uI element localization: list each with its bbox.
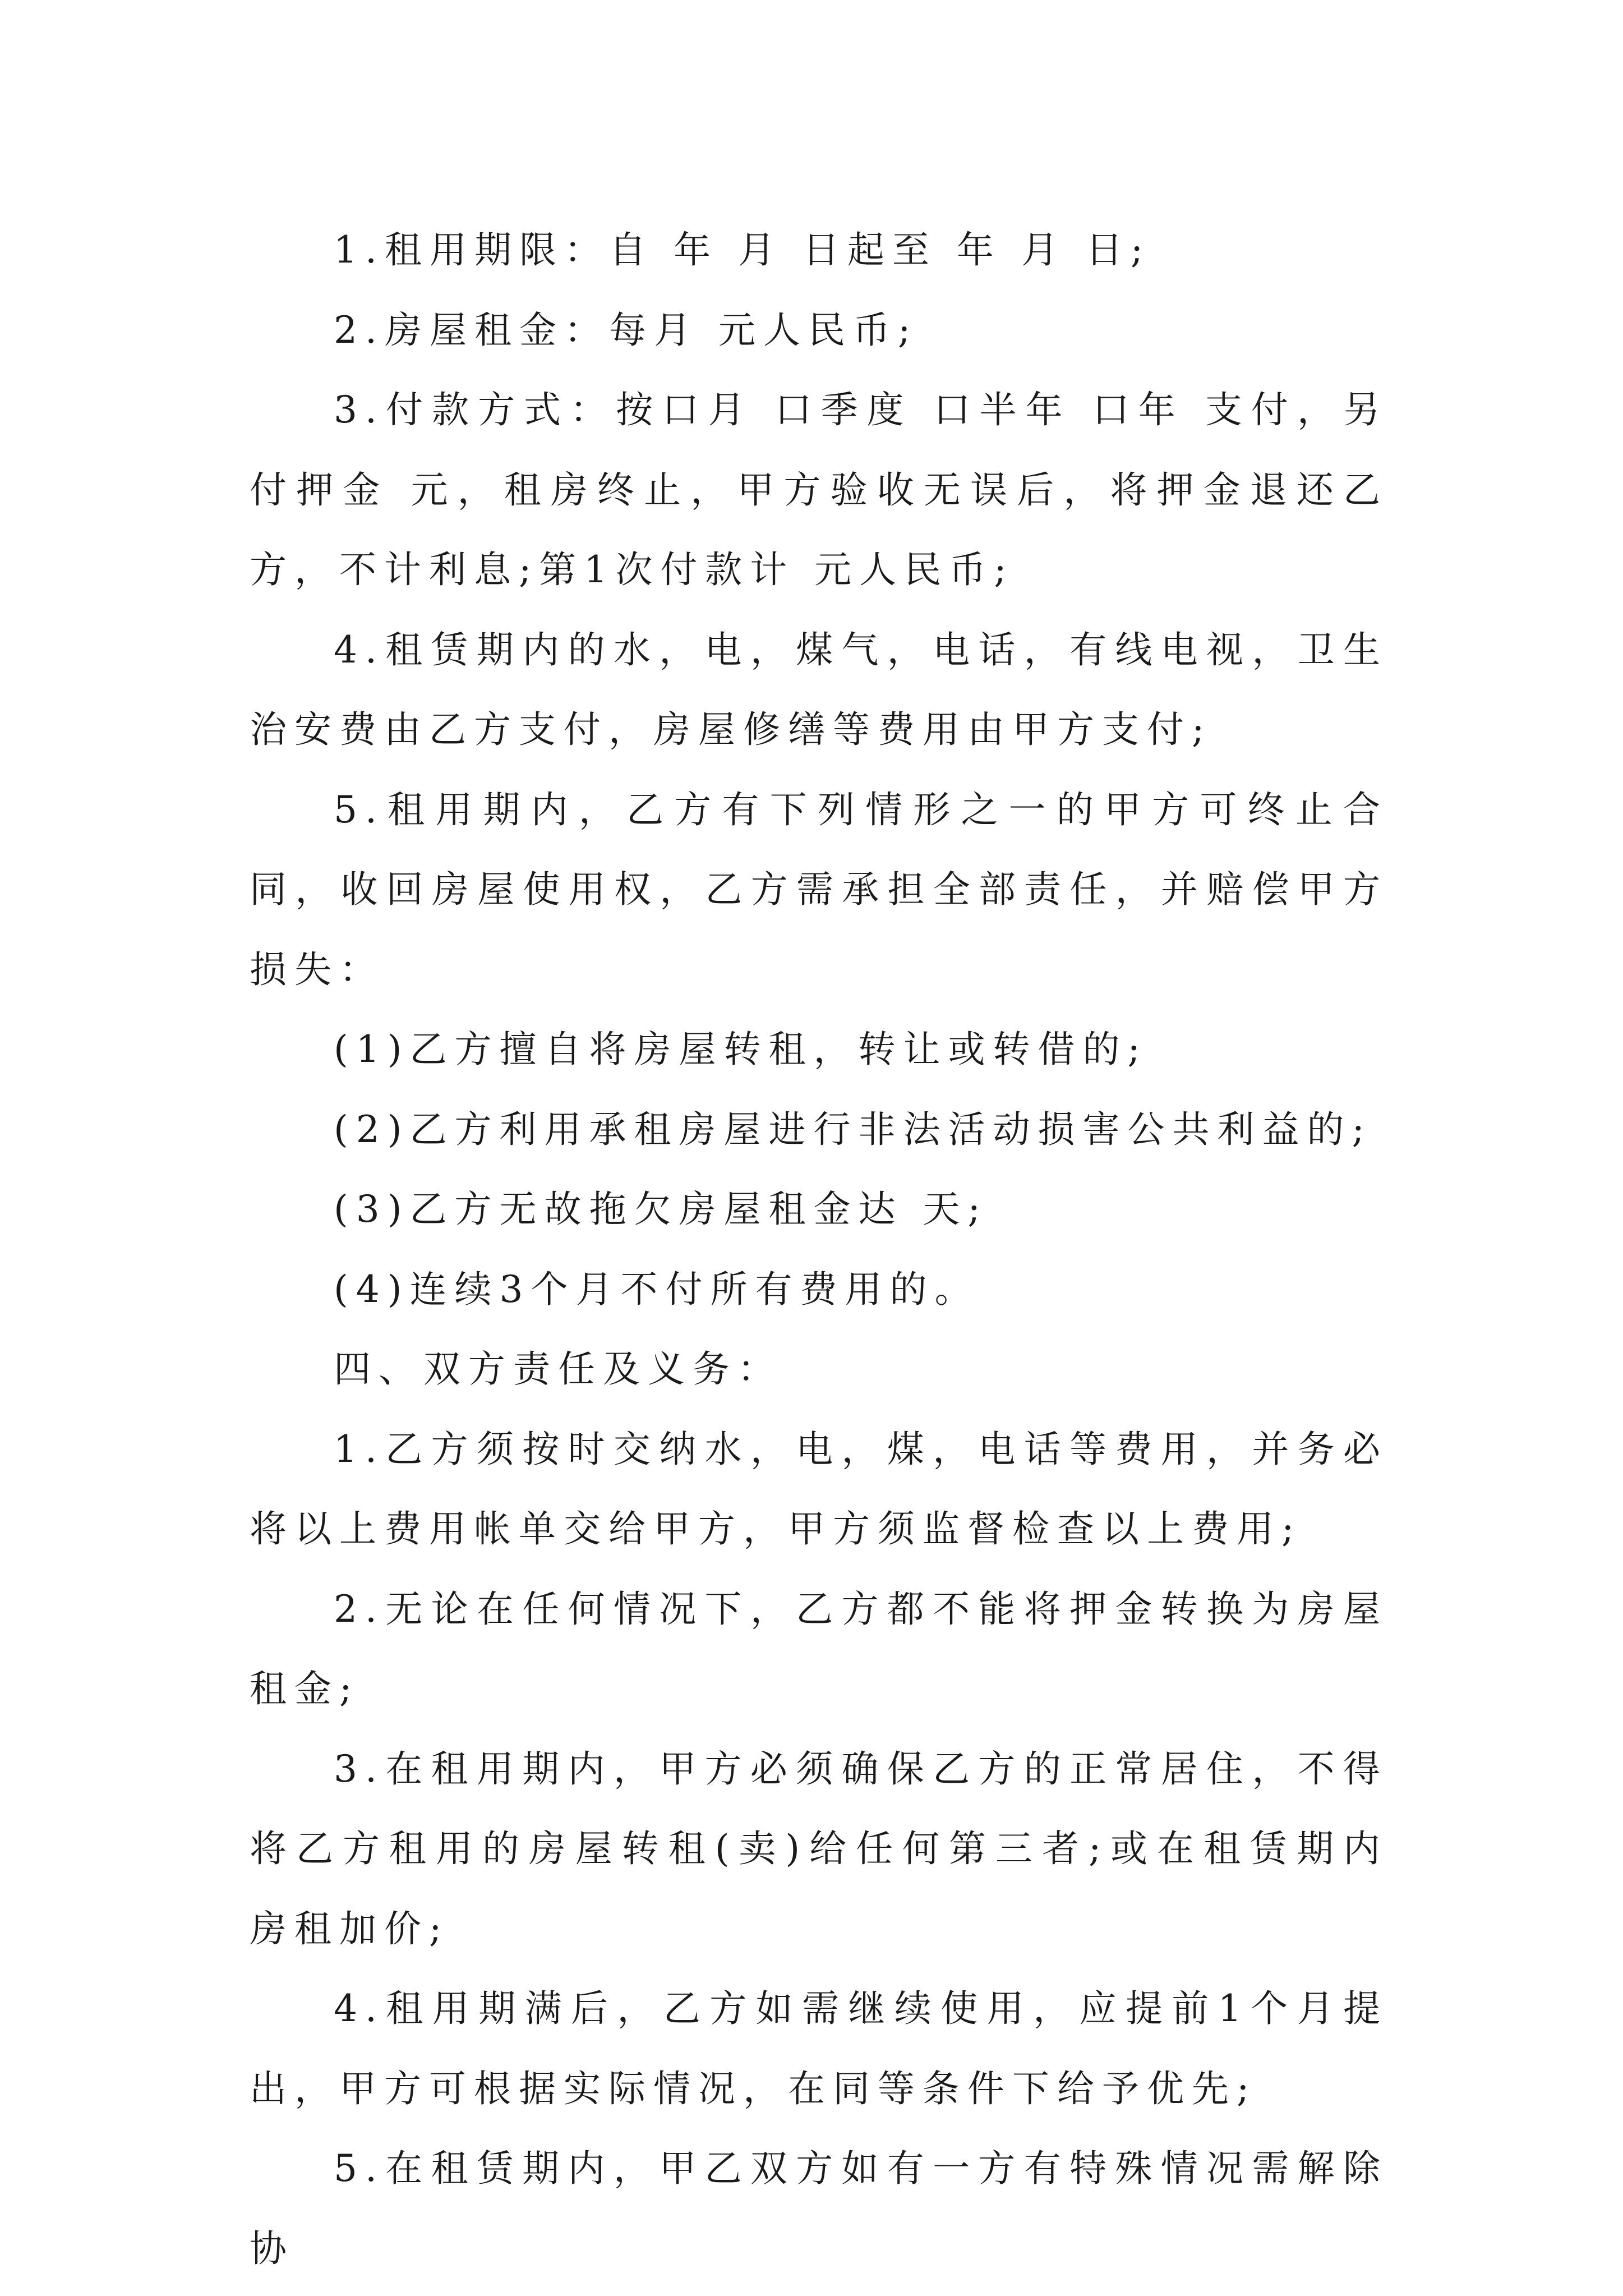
paragraph-termination-item-3: (3)乙方无故拖欠房屋租金达 天;	[334, 1188, 988, 1231]
paragraph-termination-item-1: (1)乙方擅自将房屋转租，转让或转借的;	[334, 1028, 1148, 1071]
paragraph-obligation-2: 2.无论在任何情况下，乙方都不能将押金转换为房屋租金;	[250, 1587, 1388, 1710]
paragraph-termination-item-2: (2)乙方利用承租房屋进行非法活动损害公共利益的;	[334, 1107, 1372, 1151]
paragraph-obligation-1: 1.乙方须按时交纳水，电，煤，电话等费用，并务必将以上费用帐单交给甲方，甲方须监督检查以上费用;	[250, 1427, 1388, 1550]
paragraph-lease-term: 1.租用期限：自 年 月 日起至 年 月 日;	[334, 228, 1151, 272]
paragraph-payment-method: 3.付款方式：按口月 口季度 口半年 口年 支付，另付押金 元，租房终止，甲方验收无误后，将押金退还乙方，不计利息;第1次付款计 元人民币;	[250, 388, 1388, 591]
paragraph-termination-item-4: (4)连续3个月不付所有费用的。	[334, 1267, 980, 1311]
paragraph-utilities: 4.租赁期内的水，电，煤气，电话，有线电视，卫生治安费由乙方支付，房屋修缮等费用由甲方支付;	[250, 628, 1388, 751]
paragraph-obligation-3: 3.在租用期内，甲方必须确保乙方的正常居住，不得将乙方租用的房屋转租(卖)给任何第三者;或在租赁期内房租加价;	[250, 1747, 1388, 1950]
paragraph-obligation-4: 4.租用期满后，乙方如需继续使用，应提前1个月提出，甲方可根据实际情况，在同等条件下给予优先;	[250, 1987, 1388, 2110]
paragraph-termination: 5.租用期内，乙方有下列情形之一的甲方可终止合同，收回房屋使用权，乙方需承担全部责任，并赔偿甲方损失：	[250, 788, 1388, 991]
paragraph-rent: 2.房屋租金：每月 元人民币;	[334, 308, 919, 352]
document-body	[250, 210, 1388, 2289]
section-heading-obligations: 四、双方责任及义务：	[334, 1347, 782, 1391]
paragraph-obligation-5: 5.在租赁期内，甲乙双方如有一方有特殊情况需解除协	[250, 2147, 1388, 2270]
